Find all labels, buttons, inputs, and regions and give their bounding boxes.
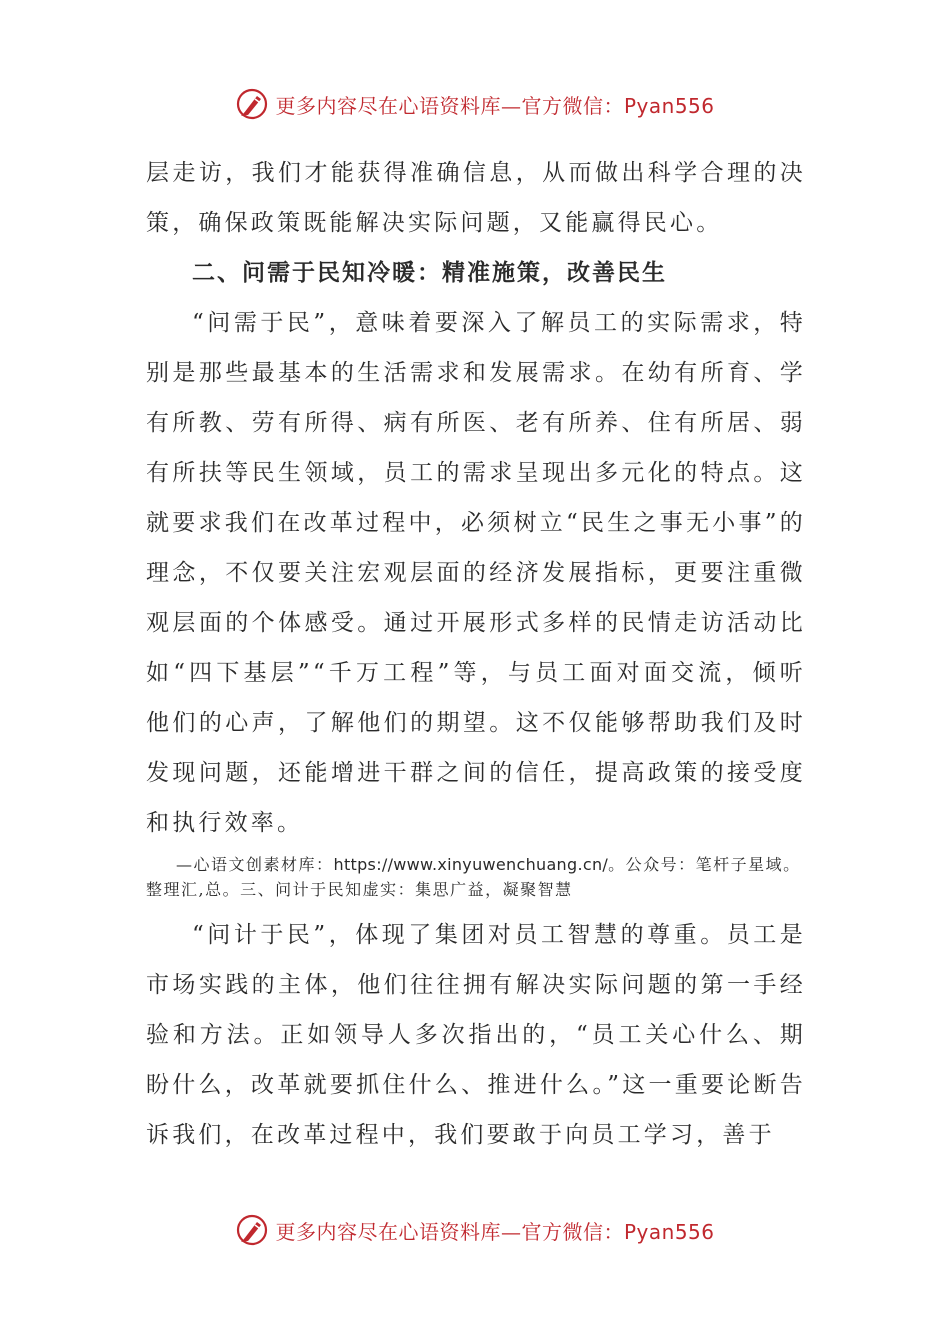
source-url: https://www.xinyuwenchuang.cn/	[333, 855, 609, 874]
pen-nib-icon	[235, 87, 269, 121]
pen-nib-icon	[235, 1213, 269, 1247]
section-heading-2: 二、问需于民知冷暖：精准施策，改善民生	[192, 260, 667, 286]
banner-text: 更多内容尽在心语资料库—官方微信：Pyan556	[275, 1219, 715, 1244]
paragraph-3: “问计于民”，体现了集团对员工智慧的尊重。员工是市场实践的主体，他们往往拥有解决实际问题的第一手经验和方法。正如领导人多次指出的，“员工关心什么、期盼什么，改革就要抓住什么、推进什么。”这一重要论断告诉我们，在改革过程中，我们要敢于向员工学习，善于	[146, 922, 806, 1148]
header-banner	[0, 84, 950, 124]
banner-text: 更多内容尽在心语资料库—官方微信：Pyan556	[275, 93, 715, 118]
paragraph-1: 层走访，我们才能获得准确信息，从而做出科学合理的决策，确保政策既能解决实际问题，又能赢得民心。	[146, 160, 806, 236]
document-body	[146, 148, 806, 1160]
paragraph-2: “问需于民”，意味着要深入了解员工的实际需求，特别是那些最基本的生活需求和发展需求。在幼有所育、学有所教、劳有所得、病有所医、老有所养、住有所居、弱有所扶等民生领域，员工的需求呈现出多元化的特点。这就要求我们在改革过程中，必须树立“民生之事无小事”的理念，不仅要关注宏观层面的经济发展指标，更要注重微观层面的个体感受。通过开展形式多样的民情走访活动比如“四下基层”“千万工程”等，与员工面对面交流，倾听他们的心声，了解他们的期望。这不仅能够帮助我们及时发现问题，还能增进干群之间的信任，提高政策的接受度和执行效率。	[146, 310, 806, 836]
wechat-id: Pyan556	[623, 93, 715, 118]
source-note: —心语文创素材库：https://www.xinyuwenchuang.cn/。公众号：笔杆子星域。整理汇,总。三、问计于民知虚实：集思广益，凝聚智慧	[146, 855, 801, 899]
wechat-id: Pyan556	[623, 1219, 715, 1244]
footer-banner	[0, 1210, 950, 1250]
